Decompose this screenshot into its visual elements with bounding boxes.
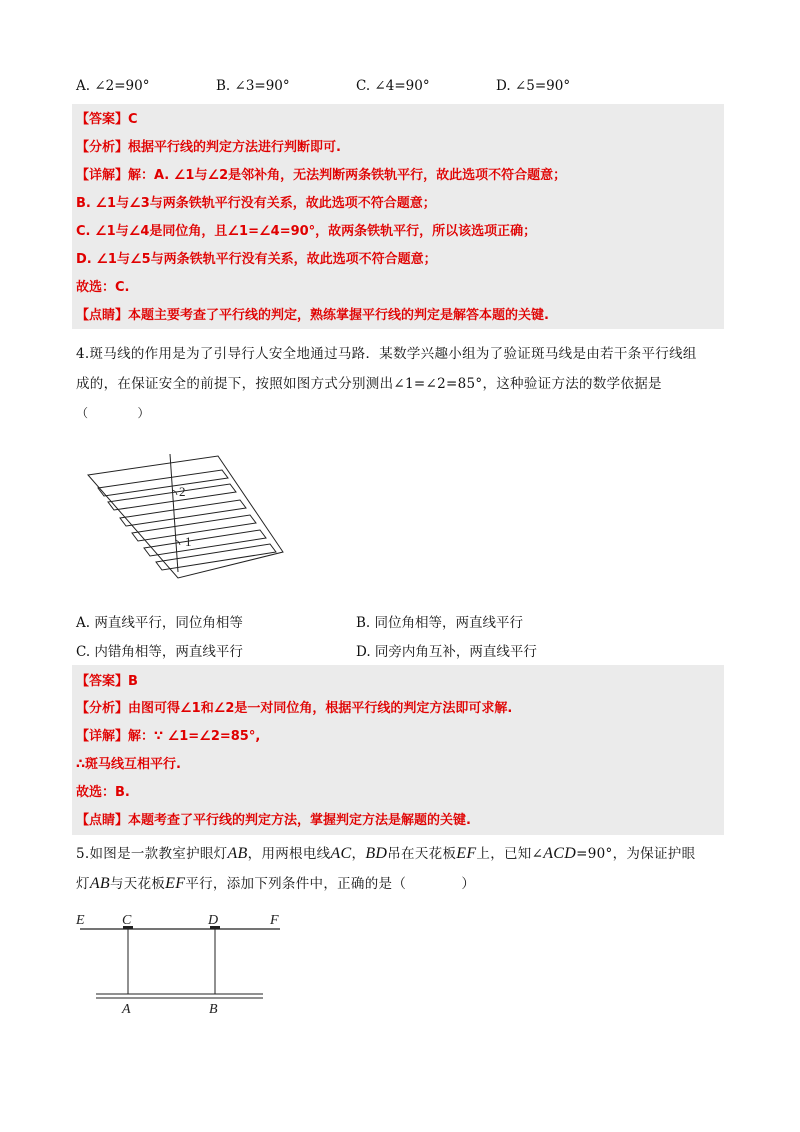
q5-l1-b: ，用两根电线 (247, 846, 331, 862)
q5-l1-d: 吊在天花板 (387, 846, 457, 862)
q4-answer: 【答案】B (76, 674, 138, 689)
angle-1-label: 1 (185, 534, 192, 549)
q5-l1-bd: BD (365, 845, 388, 862)
q4-text-line-3: （ ） (76, 406, 150, 420)
q3-option-a: A. ∠2=90° (76, 78, 150, 94)
q3-detail-3: C. ∠1与∠4是同位角，且∠1=∠4=90°，故两条铁轨平行，所以该选项正确； (76, 224, 537, 239)
q3-option-b: B. ∠3=90° (216, 78, 290, 94)
q4-comment: 【点睛】本题考查了平行线的判定方法，掌握判定方法是解题的关键. (76, 813, 471, 828)
zebra-crossing-figure (80, 440, 300, 590)
q5-l1-ac: AC (330, 845, 352, 862)
q3-detail-2: B. ∠1与∠3与两条铁轨平行没有关系，故此选项不符合题意； (76, 196, 436, 211)
q4-text-line-1: 4.斑马线的作用是为了引导行人安全地通过马路．某数学兴趣小组为了验证斑马线是由若干条平行线组 (76, 346, 697, 362)
angle-2-label: 2 (179, 484, 186, 499)
q4-option-a: A. 两直线平行，同位角相等 (76, 615, 243, 631)
q3-solution-box (72, 104, 724, 329)
q4-solution-box (72, 665, 724, 835)
label-D: D (208, 913, 219, 928)
q5-l1-f: =90°，为保证护眼 (576, 846, 696, 862)
q5-l1-ab: AB (227, 845, 248, 862)
q5-l2-c: 平行，添加下列条件中，正确的是（ ） (185, 876, 476, 892)
q5-l1-c: ， (351, 846, 366, 862)
q5-text-line-2 (76, 872, 475, 893)
q4-option-c: C. 内错角相等，两直线平行 (76, 644, 243, 660)
q3-options (76, 76, 736, 98)
label-B: B (209, 1002, 218, 1017)
q5-l2-a: 灯 (76, 876, 90, 892)
q3-detail-4: D. ∠1与∠5与两条铁轨平行没有关系，故此选项不符合题意； (76, 252, 437, 267)
q3-detail-1: 【详解】解：A. ∠1与∠2是邻补角，无法判断两条铁轨平行，故此选项不符合题意； (76, 168, 567, 183)
q3-choice: 故选：C. (76, 280, 130, 295)
q4-detail: 【详解】解：∵ ∠1=∠2=85°, (76, 729, 261, 744)
q3-answer: 【答案】C (76, 112, 138, 127)
lamp-figure (70, 905, 290, 1020)
label-F: F (270, 913, 279, 928)
q3-comment: 【点睛】本题主要考查了平行线的判定，熟练掌握平行线的判定是解答本题的关键. (76, 308, 549, 323)
q5-l2-ab: AB (89, 875, 110, 892)
q4-analysis: 【分析】由图可得∠1和∠2是一对同位角，根据平行线的判定方法即可求解. (76, 701, 513, 716)
q3-option-c: C. ∠4=90° (356, 78, 430, 94)
q4-option-d: D. 同旁内角互补，两直线平行 (356, 644, 537, 660)
q5-l1-e: 上，已知∠ (476, 846, 544, 862)
q5-l1-ef: EF (456, 845, 477, 862)
q4-choice: 故选：B. (76, 785, 130, 800)
q4-therefore: ∴斑马线互相平行. (76, 757, 181, 772)
label-C: C (122, 913, 132, 928)
q4-text-line-2: 成的，在保证安全的前提下，按照如图方式分别测出∠1=∠2=85°，这种验证方法的数学依据是 (76, 376, 662, 392)
q5-l1-a: 5.如图是一款教室护眼灯 (76, 846, 228, 862)
q3-option-d: D. ∠5=90° (496, 78, 571, 94)
label-E: E (76, 913, 85, 928)
label-A: A (122, 1002, 131, 1017)
q4-option-b: B. 同位角相等，两直线平行 (356, 615, 524, 631)
q3-analysis: 【分析】根据平行线的判定方法进行判断即可. (76, 140, 341, 155)
q5-l2-b: 与天花板 (109, 876, 166, 892)
q5-text-line-1 (76, 842, 695, 863)
q5-l2-ef: EF (165, 875, 186, 892)
q5-l1-acd: ACD (543, 845, 577, 862)
